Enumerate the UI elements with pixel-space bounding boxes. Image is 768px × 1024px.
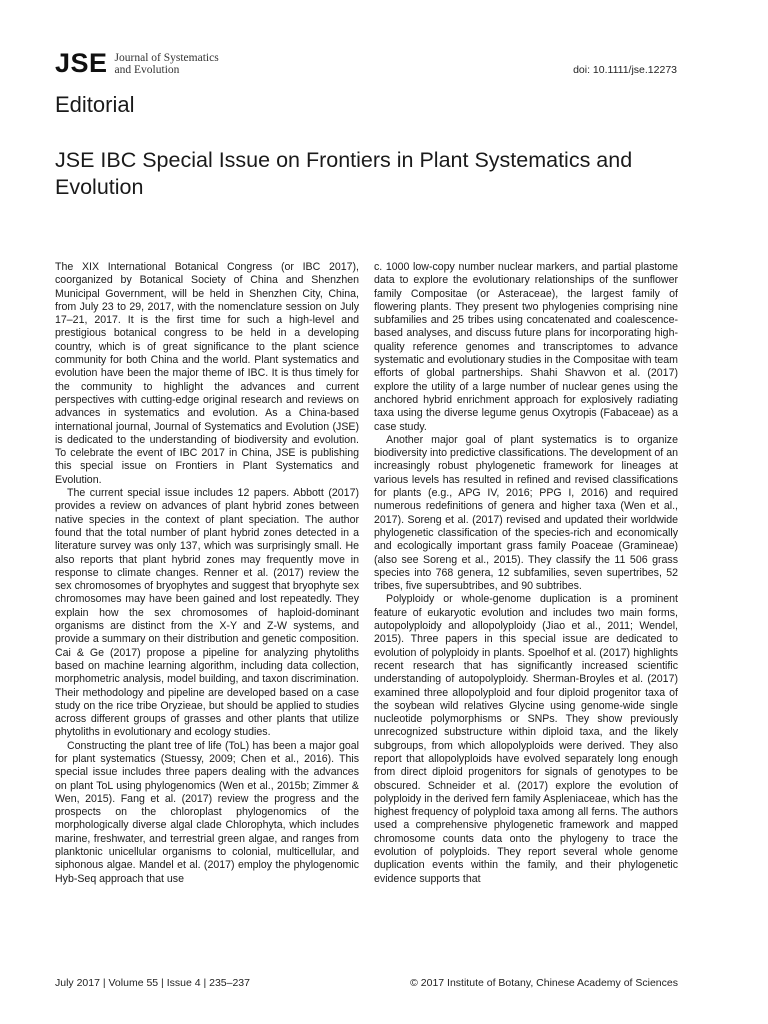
issue-info: July 2017 | Volume 55 | Issue 4 | 235–237	[55, 977, 250, 989]
section-label: Editorial	[55, 92, 135, 117]
journal-name-line-2: and Evolution	[114, 64, 180, 76]
paragraph: The XIX International Botanical Congress (or IBC 2017), coorganized by Botanical Society of China and Shenzhen Municipal Government, will be held in Shenzhen City, China, from July 23 to 29, 2017, with the nomenclature session on July 17–21, 2017. It is the first time for such a high-level and prestigious botanical congress to be held in a developing country, which is of great significance to the plant science community for both China and the world. Plant systematics and evolution have been the major theme of IBC. It is thus timely for the community to highlight the advances and current perspectives with cutting-edge original research and reviews on advances in systematics and evolution. As a China-based international journal, Journal of Systematics and Evolution (JSE) is dedicated to the understanding of biodiversity and evolution. To celebrate the event of IBC 2017 in China, JSE is publishing this special issue on Frontiers in Plant Systematics and Evolution.	[55, 261, 359, 486]
paragraph: The current special issue includes 12 papers. Abbott (2017) provides a review on advances of plant hybrid zones between native species in the context of plant speciation. The author found that the total number of plant hybrid zones detected in a literature survey was only 137, which was surprisingly small. He also reports that plant hybrid zones may frequently move in response to climate changes. Renner et al. (2017) review the sex chromosomes of bryophytes and suggest that bryophyte sex chromosomes may have been gained and lost repeatedly. They explain how the sex chromosomes of haploid-dominant organisms are distinct from the X-Y and Z-W systems, and provide a summary on their distribution and genetic composition. Cai & Ge (2017) propose a pipeline for analyzing phytoliths based on machine learning algorithm, including data collection, morphometric analysis, model building, and taxon discrimination. Their methodology and pipeline are developed based on a case study on the rice tribe Oryzieae, but should be applied to studies across different groups of grasses and other plants that utilize phytoliths in evolutionary and ecology studies.	[55, 487, 359, 739]
right-column	[374, 261, 678, 886]
article-title: JSE IBC Special Issue on Frontiers in Plant Systematics and Evolution	[55, 148, 633, 199]
paragraph: Another major goal of plant systematics is to organize biodiversity into predictive classifications. The development of an increasingly robust phylogenetic framework for lineages at various levels has resulted in refined and revised classifications for plants (e.g., APG IV, 2016; PPG I, 2016) and required numerous redefinitions of genera and higher taxa (Wen et al., 2017). Soreng et al. (2017) revised and updated their worldwide phylogenetic classification of the species-rich and economically and ecologically important grass family Poaceae (Gramineae) (also see Soreng et al., 2015). They classify the 11 506 grass species into 768 genera, 12 subfamilies, seven supertribes, 52 tribes, five supersubtribes, and 90 subtribes.	[374, 433, 678, 593]
journal-name-line-1: Journal of Systematics	[114, 52, 219, 64]
journal-logo	[55, 50, 219, 77]
paragraph: Polyploidy or whole-genome duplication is a prominent feature of eukaryotic evolution and includes two main forms, autopolyploidy and allopolyploidy (Jiao et al., 2011; Wendel, 2015). Three papers in this special issue are dedicated to evolution of polyploidy in plants. Spoelhof et al. (2017) highlights recent research that has significantly increased scientific understanding of autopolyploidy. Sherman-Broyles et al. (2017) examined three allopolyploid and four diploid progenitor taxa of the soybean wild relatives Glycine using genome-wide single nucleotide polymorphisms or SNPs. They show previously unrecognized substructure within diploid taxa, and the likely subgroups, from which allopolyploids were derived. They also report that allopolyploids have evolved separately long enough from direct diploid progenitors for signals of genotypes to be obscured. Schneider et al. (2017) explore the evolution of polyploidy in the derived fern family Aspleniaceae, which has the highest frequency of polyploid taxa among all ferns. The authors used a comprehensive phylogenetic framework and mapped chromosome counts data onto the phylogeny to trace the evolution of polyploids. They report several whole genome duplication events within the family, and their phylogenetic evidence supports that	[374, 593, 678, 885]
paragraph: c. 1000 low-copy number nuclear markers, and partial plastome data to explore the evolutionary relationships of the sunflower family Compositae (or Asteraceae), the largest family of flowering plants. They present two phylogenies comprising nine subfamilies and 25 tribes using concatenated and coalescence-based analyses, and discuss future plans for incorporating high-quality reference genomes and transcriptomes to advance systematic and evolutionary studies in the Compositae with team efforts of global partnerships. Shahi Shavvon et al. (2017) explore the utility of a large number of nuclear genes using the anchored hybrid enrichment approach for explosively radiating taxa using the diverse legume genus Oxytropis (Fabaceae) as a case study.	[374, 261, 678, 433]
journal-abbreviation: JSE	[55, 48, 108, 78]
left-column	[55, 261, 359, 886]
paragraph: Constructing the plant tree of life (ToL) has been a major goal for plant systematics (Stuessy, 2009; Chen et al., 2016). This special issue includes three papers dealing with the advances on plant ToL using phylogenomics (Wen et al., 2015b; Zimmer & Wen, 2015). Fang et al. (2017) review the progress and the prospects on the chloroplast phylogenomics of the morphologically diverse algal clade Chlorophyta, which includes marine, freshwater, and terrestrial green algae, and ranges from planktonic unicellular organisms to colonial, multicellular, and siphonous algae. Mandel et al. (2017) employ the phylogenomic Hyb-Seq approach that use	[55, 739, 359, 885]
journal-name	[115, 52, 219, 76]
doi: doi: 10.1111/jse.12273	[573, 64, 677, 76]
copyright: © 2017 Institute of Botany, Chinese Academy of Sciences	[410, 977, 678, 989]
